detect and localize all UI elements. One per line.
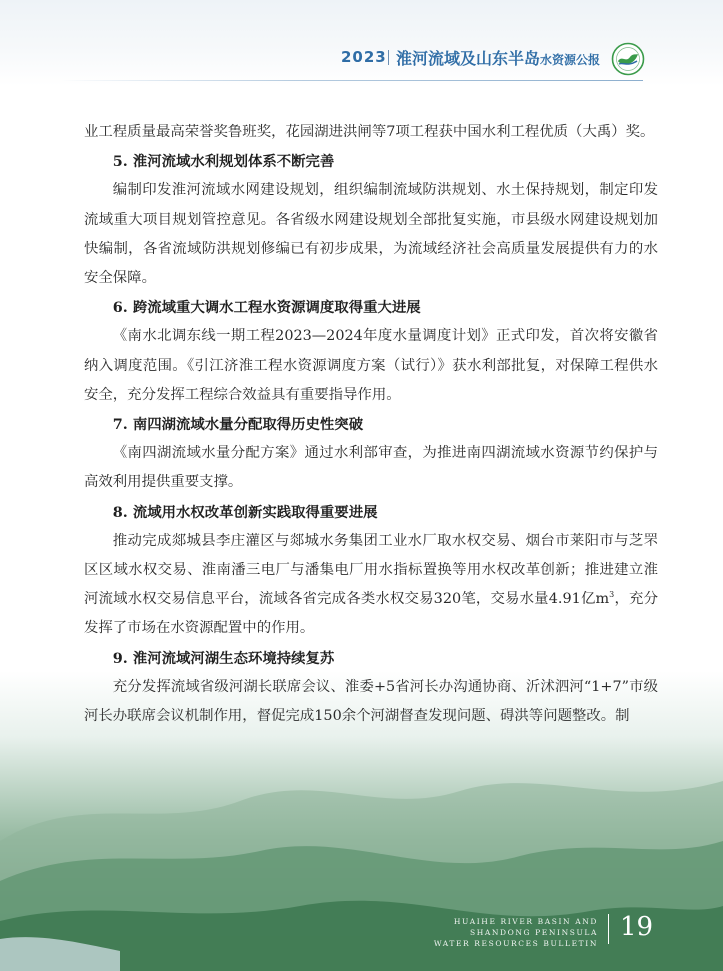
section-heading-5: 5. 淮河流域水利规划体系不断完善	[112, 153, 335, 171]
section-heading-9: 9. 淮河流域河湖生态环境持续复苏	[112, 649, 335, 667]
page-header	[0, 0, 723, 86]
header-year: 2023	[341, 48, 387, 66]
body-text	[84, 118, 658, 731]
page-number: 19	[620, 912, 654, 942]
cubic-superscript: 3	[609, 590, 615, 600]
header-title-sub: 水资源公报	[540, 53, 601, 67]
paragraph: 业工程质量最高荣誉奖鲁班奖，花园湖进洪闸等7项工程获中国水利工程优质（大禹）奖。	[84, 124, 655, 140]
section-heading-8: 8. 流域用水权改革创新实践取得重要进展	[112, 503, 378, 521]
section-heading-7: 7. 南四湖流域水量分配取得历史性突破	[112, 416, 364, 434]
footer-english-line1: HUAIHE RIVER BASIN AND SHANDONG PENINSULA	[453, 917, 598, 937]
footer-english-line2: WATER RESOURCES BULLETIN	[433, 939, 598, 948]
header-separator	[388, 50, 389, 65]
mountain-landscape-image	[0, 721, 723, 971]
header-title	[396, 46, 600, 69]
paragraph-water-rights	[84, 527, 658, 644]
header-title-main: 淮河流域及山东半岛	[396, 49, 541, 68]
paragraph: 《南水北调东线一期工程2023—2024年度水量调度计划》正式印发，首次将安徽省纳入调度范围。《引江济淮工程水资源调度方案（试行）》获水利部批复，对保障工程供水安全，充分发挥工程综合效益具有重要指导作用。	[84, 328, 658, 403]
header-divider	[60, 80, 643, 81]
paragraph-text: 推动完成郯城县李庄灌区与郯城水务集团工业水厂取水权交易、烟台市莱阳市与芝罘区区域水权交易、淮南潘三电厂与潘集电厂用水指标置换等用水权改革创新；推进建立淮河流域水权交易信息平台，流域各省完成各类水权交易320笔，交易水量4.91亿m	[84, 532, 658, 608]
footer-english-title	[390, 916, 598, 949]
paragraph-text: ，充分发挥了市场在水资源配置中的作用。	[84, 591, 658, 637]
section-heading-6: 6. 跨流域重大调水工程水资源调度取得重大进展	[112, 299, 421, 317]
footer-separator	[608, 914, 609, 944]
paragraph: 编制印发淮河流域水网建设规划，组织编制流域防洪规划、水土保持规划，制定印发流域重大项目规划管控意见。各省级水网建设规划全部批复实施，市县级水网建设规划加快编制，各省流域防洪规划修编已有初步成果，为流域经济社会高质量发展提供有力的水安全保障。	[84, 182, 658, 287]
paragraph: 充分发挥流域省级河湖长联席会议、淮委+5省河长办沟通协商、沂沭泗河“1+7”市级河长办联席会议机制作用，督促完成150余个河湖督查发现问题、碍洪等问题整改。制	[84, 678, 658, 725]
paragraph: 《南四湖流域水量分配方案》通过水利部审查，为推进南四湖流域水资源节约保护与高效利用提供重要支撑。	[84, 445, 658, 491]
water-bulletin-logo-icon	[611, 42, 645, 76]
